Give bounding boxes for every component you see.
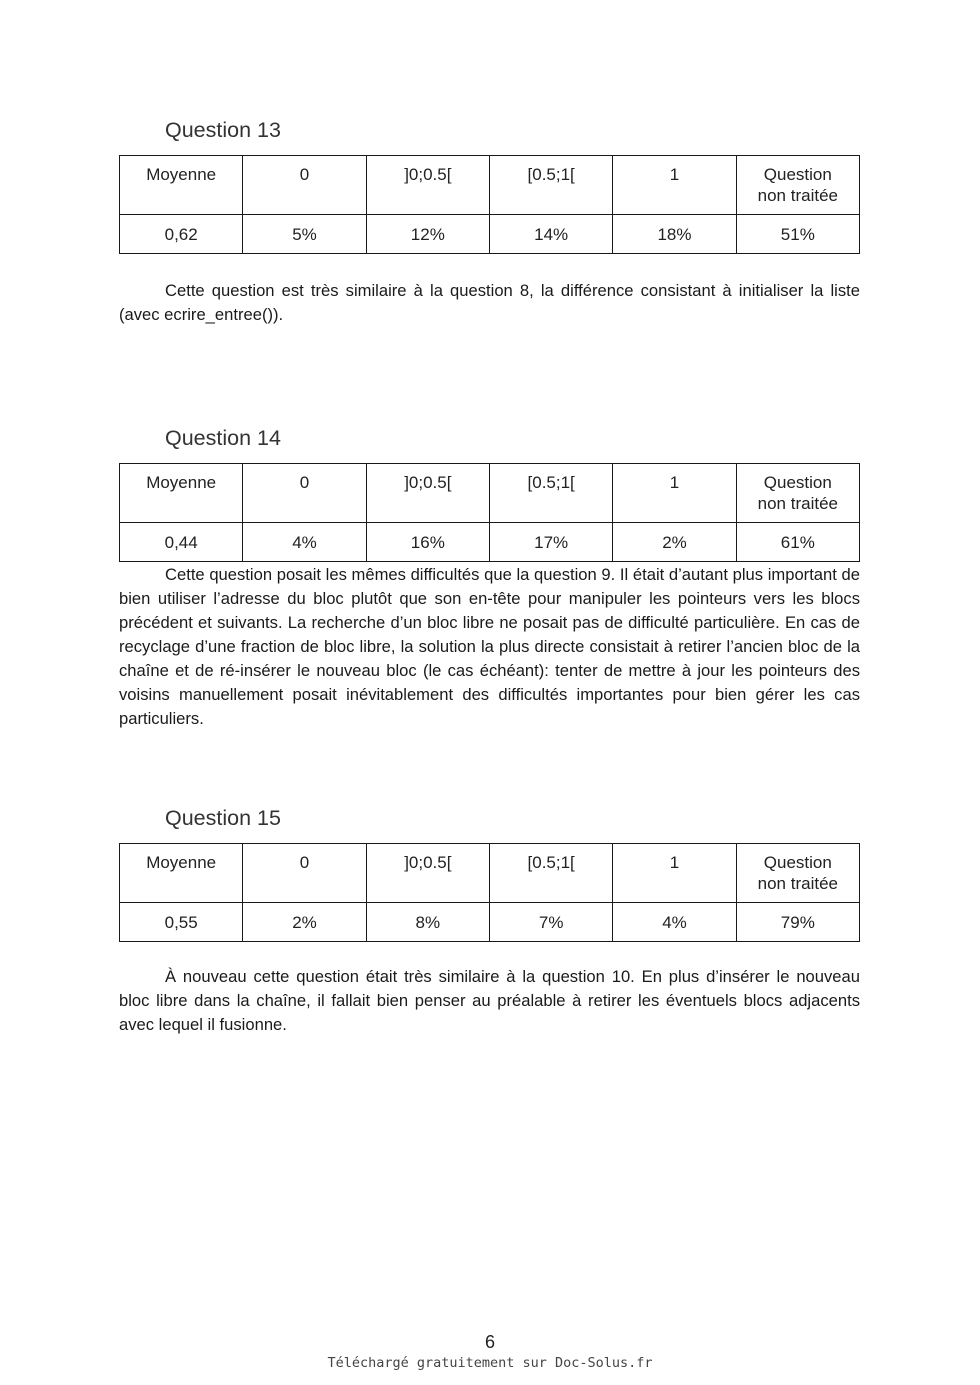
value-cell-one: 4% [613,903,736,942]
value-cell-one: 2% [613,523,736,562]
table-row [120,523,860,562]
header-cell-zero: 0 [243,844,366,903]
header-cell-average: Moyenne [120,844,243,903]
table-header-row [120,844,860,903]
comment-paragraph: À nouveau cette question était très similaire à la question 10. En plus d’insérer le nouveau bloc libre dans la chaîne, il fallait bien penser au préalable à retirer les éventuels blocs adjacents avec lequel il fusionne. [119,967,860,1034]
header-cell-one: 1 [613,464,736,523]
header-cell-one: 1 [613,156,736,215]
results-table [119,155,860,254]
value-cell-low-range: 16% [366,523,489,562]
comment-paragraph: Cette question est très similaire à la question 8, la différence consistant à initialiser la liste (avec ecrire_entree()). [119,281,860,324]
header-cell-high-range: [0.5;1[ [489,464,612,523]
header-cell-high-range: [0.5;1[ [489,156,612,215]
table-header-row [120,156,860,215]
header-cell-low-range: ]0;0.5[ [366,156,489,215]
value-cell-zero: 2% [243,903,366,942]
value-cell-high-range: 14% [489,215,612,254]
table-row [120,215,860,254]
header-cell-zero: 0 [243,464,366,523]
footer-watermark: Téléchargé gratuitement sur Doc-Solus.fr [327,1355,653,1371]
results-table [119,843,860,942]
value-cell-average: 0,55 [120,903,243,942]
table-row [120,903,860,942]
header-cell-average: Moyenne [120,156,243,215]
value-cell-low-range: 8% [366,903,489,942]
header-cell-one: 1 [613,844,736,903]
header-cell-not-attempted: Question non traitée [736,464,859,523]
value-cell-low-range: 12% [366,215,489,254]
value-cell-high-range: 17% [489,523,612,562]
header-cell-average: Moyenne [120,464,243,523]
header-cell-high-range: [0.5;1[ [489,844,612,903]
value-cell-one: 18% [613,215,736,254]
header-cell-low-range: ]0;0.5[ [366,844,489,903]
table-header-row [120,464,860,523]
question-title: Question 14 [165,426,281,450]
value-cell-zero: 4% [243,523,366,562]
value-cell-not-attempted: 61% [736,523,859,562]
results-table [119,463,860,562]
value-cell-not-attempted: 79% [736,903,859,942]
header-cell-not-attempted: Question non traitée [736,156,859,215]
header-cell-zero: 0 [243,156,366,215]
value-cell-high-range: 7% [489,903,612,942]
question-title: Question 15 [165,806,281,830]
value-cell-average: 0,44 [120,523,243,562]
question-title: Question 13 [165,118,281,142]
header-cell-low-range: ]0;0.5[ [366,464,489,523]
value-cell-zero: 5% [243,215,366,254]
header-cell-not-attempted: Question non traitée [736,844,859,903]
comment-paragraph: Cette question posait les mêmes difficultés que la question 9. Il était d’autant plus important de bien utiliser l’adresse du bloc plutôt que son en-tête pour manipuler les pointeurs vers les blocs précédent et suivants. La recherche d’un bloc libre ne posait pas de difficulté particulière. En cas de recyclage d’une fraction de bloc libre, la solution la plus directe consistait à retirer l’ancien bloc de la chaîne et de ré-insérer le nouveau bloc (le cas échéant): tenter de mettre à jour les pointeurs des voisins manuellement posait inévitablement des difficultés importantes pour bien gérer les cas particuliers. [119,565,860,728]
value-cell-not-attempted: 51% [736,215,859,254]
value-cell-average: 0,62 [120,215,243,254]
page-number: 6 [484,1332,495,1352]
